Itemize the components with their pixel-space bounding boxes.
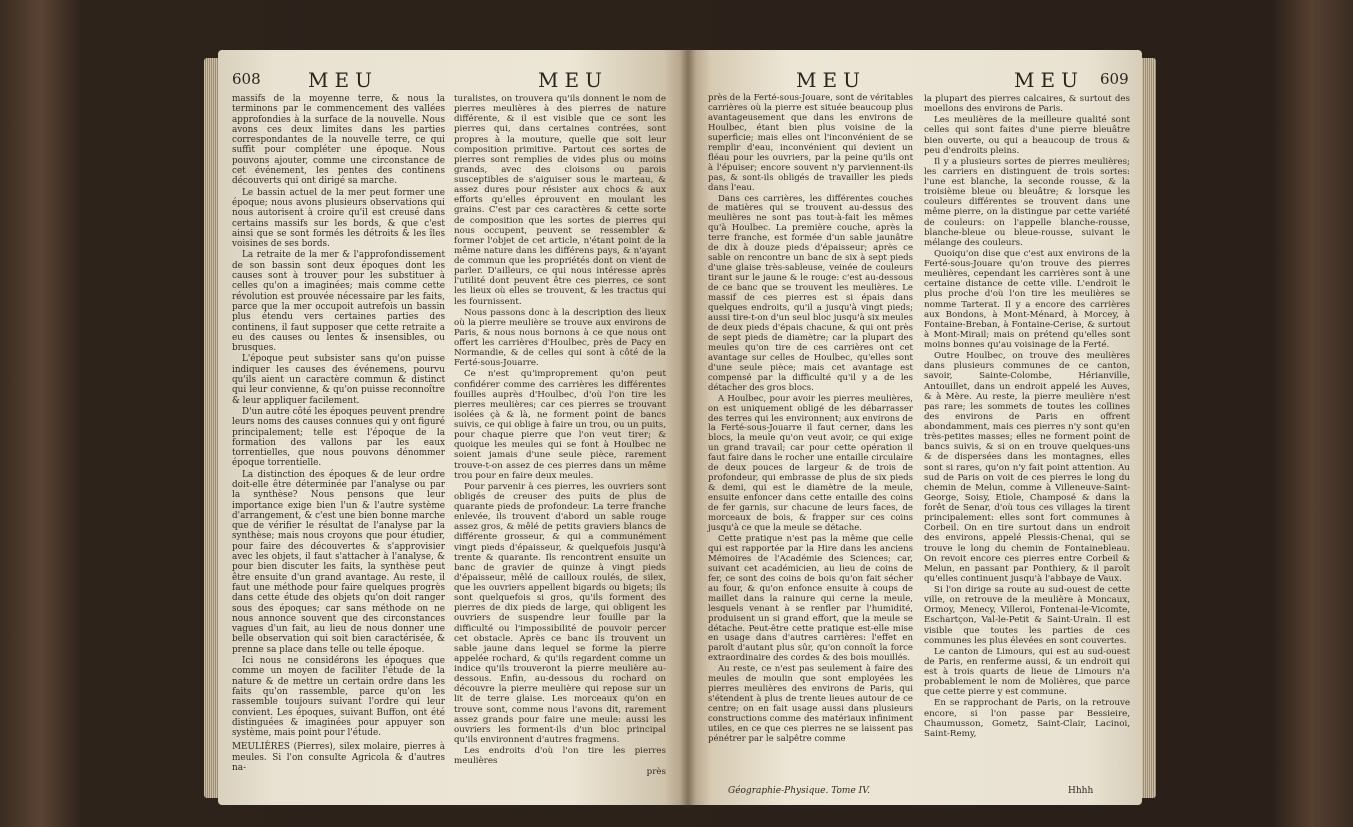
left-header-left: MEU bbox=[308, 68, 378, 92]
paragraph: la plupart des pierres calcaires, & surtout des moellons des environs de Paris. bbox=[924, 94, 1130, 115]
left-page bbox=[218, 50, 688, 805]
signature-mark: Hhhh bbox=[1068, 786, 1094, 796]
paragraph: Quoiqu'on dise que c'est aux environs de la Ferté-sous-Jouare qu'on trouve des pierres meulières, cependant les carrières sont à une certaine distance de cette ville. L'endroit le plus proche d'où l'on tire les meulières se nomme Tarterat. Il y a encore des carrières aux Bondons, à Mont-Ménard, à Morcey, à Fontaine-Breban, à Fontaine-Cerise, & surtout à Mont-Mirail; mais on prétend qu'elles sont moins bonnes qu'au voisinage de la Ferté. bbox=[924, 248, 1130, 350]
left-header-right: MEU bbox=[538, 68, 608, 92]
page-edges-right bbox=[1142, 58, 1156, 798]
paragraph: Le bassin actuel de la mer peut former une époque; nous avons plusieurs observations qui nous autorisent à croire qu'il est creusé dans certains massifs sur les bords, & que c'est ainsi que se sont formés les détroits & les îles voisines de ses bords. bbox=[232, 187, 445, 250]
paragraph: Si l'on dirige sa route au sud-ouest de cette ville, on retrouve de la meulière à Moncaux, Ormoy, Menecy, Villeroi, Fontenai-le-Vicomte, Eschartçon, Val-le-Petit & Saint-Urain. Il est visible que toutes les parties de ces communes les plus élevées en sont couvertes. bbox=[924, 585, 1130, 646]
catchword: près bbox=[646, 767, 666, 778]
paragraph: Nous passons donc à la description des lieux où la pierre meulière se trouve aux environs de Paris, & nous nous bornons à ce que nous ont offert les carrières d'Houlbec, près de Pacy en Normandie, & de celles qui sont à côté de la Ferté-sous-Jouarre. bbox=[454, 307, 666, 369]
paragraph: Les endroits d'où l'on tire les pierres meulières bbox=[454, 746, 666, 767]
paragraph: Dans ces carrières, les différentes couches de matières qui se trouvent au-dessus des meulières ne sont pas tout-à-fait les mêmes qu'à Houlbec. La première couche, après la terre franche, est formée d'un sable jaunâtre de dix à douze pieds d'épaisseur; après ce sable on rencontre un banc de six à sept pieds d'une glaise très-sableuse, veinée de couleurs tirant sur le jaune & le rouge: c'est au-dessous de ce banc que se trouvent les meulières. Le massif de ces pierres est si épais dans quelques endroits, qu'il a jusqu'à vingt pieds; aussi tire-t-on d'un seul bloc jusqu'à six meules de deux pieds d'épais chacune, & qui ont près de sept pieds de diamètre; car la plupart des meules qu'on tire de ces carrières ont cet avantage sur celles de Houlbec, qu'elles sont d'une seule pièce; mais cet avantage est compensé par la difficulté qu'il y a de les détacher des gros blocs. bbox=[708, 193, 913, 393]
right-page-number: 609 bbox=[1100, 70, 1129, 88]
left-column-1 bbox=[232, 94, 445, 774]
paragraph: D'un autre côté les époques peuvent prendre leurs noms des causes connues qui y ont figuré principalement; telle est l'époque de la formation des vallons par les eaux torrentielles, que nous pouvons dénommer époque torrentielle. bbox=[232, 406, 445, 469]
right-column-2 bbox=[924, 94, 1130, 740]
paragraph: turalistes, on trouvera qu'ils donnent le nom de pierres meulières à des pierres de nature différente, & il est visible que ce sont les pierres qui, dans certaines contrées, sont propres à la mouture, quelle que soit leur composition primitive. Partout ces sortes de pierres sont remplies de vides plus ou moins grands, avec des cloisons ou parois susceptibles de s'aiguiser sous le marteau, & assez dures pour résister aux chocs & aux efforts qu'elles éprouvent en moulant les grains. C'est par ces caractères & cette sorte de composition que les sortes de pierres qui nous occupent, peuvent se ressembler & former l'objet de cet article, n'étant point de la même nature dans les différens pays, & n'ayant de commun que les propriétés dont on vient de parler. D'ailleurs, ce qui nous intéresse après l'utilité dont peuvent être ces pierres, ce sont les lieux où elles se trouvent, & les tractus qui les fournissent. bbox=[454, 94, 666, 307]
entry-meulieres: MEULIÈRES (Pierres), silex molaire, pierres à meules. Si l'on consulte Agricola & d'autres na- bbox=[232, 742, 445, 773]
paragraph: Au reste, ce n'est pas seulement à faire des meules de moulin que sont employées les pierres meulières des environs de Paris, qui s'étendent à plus de trente lieues autour de ce centre; on en fait usage aussi dans plusieurs constructions comme des matériaux infiniment utiles, en ce que ces pierres ne se laissent pas pénétrer par le salpêtre comme bbox=[708, 664, 913, 744]
paragraph: L'époque peut subsister sans qu'on puisse indiquer les causes des événemens, pourvu qu'ils aient un caractère commun & distinct qui leur convienne, & qu'on puisse reconnoître & leur appliquer facilement. bbox=[232, 354, 445, 406]
paragraph: Cette pratique n'est pas la même que celle qui est rapportée par la Hire dans les anciens Mémoires de l'Académie des Sciences; car, suivant cet académicien, au lieu de coins de fer, ce sont des coins de bois qu'on fait sécher au four, & qu'on enfonce ensuite à coups de maillet dans la rainure qui cerne la meule, lesquels venant à se renfler par l'humidité, produisent un si grand effort, que la meule se détache. Peut-être cette pratique est-elle mise en usage dans d'autres carrières: l'effet en paroît d'autant plus sûr, qu'on connoît la force extraordinaire des cordes & des bois mouillés. bbox=[708, 533, 913, 664]
page-edges-left bbox=[204, 58, 218, 798]
paragraph: massifs de la moyenne terre, & nous la terminons par le commencement des vallées approfondies à la surface de la nouvelle. Nous avons ces deux limites dans les parties correspondantes de la nouvelle terre, ce qui suffit pour compléter une époque. Nous pouvons ajouter, comme une circonstance de cet événement, les pentes des continens découverts qui ont dirigé sa marche. bbox=[232, 94, 445, 187]
paragraph: La distinction des époques & de leur ordre doit-elle être déterminée par l'analyse ou par la synthèse? Nous pensons que leur importance exige bien l'un & l'autre système d'arrangement, & c'est une bien bonne marche que de vérifier le résultat de l'analyse par la synthèse; mais nous croyons que pour étudier, pour faire des découvertes & s'approvisier avec les objets, il faut s'attacher à l'analyse, & pour bien discuter les faits, la synthèse peut être ensuite d'un grand avantage. Au reste, il faut une méthode pour faire quelques progrès dans cette étude des objets qu'on doit ranger sous des époques; car sans méthode on ne nous annonce souvent que des circonstances vagues d'un fait, au lieu de nous donner une belle observation qui soit bien caractérisée, & prenne sa place dans telle ou telle époque. bbox=[232, 469, 445, 655]
paragraph: A Houlbec, pour avoir les pierres meulières, on est uniquement obligé de les débarrasser des terres qui les environnent; aux environs de la Ferté-sous-Jouarre il faut cerner, dans les blocs, la meule qu'on veut avoir, ce qui exige un grand travail; car pour cette opération il faut faire dans le rocher une entaille circulaire de deux pouces de largeur & de trois de profondeur, qui embrasse de plus de six pieds & demi, qui est le diamètre de la meule, ensuite enfoncer dans cette entaille des coins de fer garnis, sur chacune de leurs faces, de morceaux de bois, & frapper sur ces coins jusqu'à ce que la meule se détache. bbox=[708, 393, 913, 533]
paragraph: En se rapprochant de Paris, on la retrouve encore, si l'on passe par Bessieire, Chaumusson, Gometz, Saint-Clair, Lacinoi, Saint-Remy, bbox=[924, 698, 1130, 739]
right-column-1 bbox=[708, 94, 913, 746]
right-page bbox=[688, 50, 1142, 805]
paragraph: Les meulières de la meilleure qualité sont celles qui sont faites d'une pierre bleuâtre bien ouverte, ou qui a beaucoup de trous & peu d'endroits pleins. bbox=[924, 115, 1130, 156]
footer-title: Géographie-Physique. Tome IV. bbox=[728, 786, 870, 796]
paragraph: Pour parvenir à ces pierres, les ouvriers sont obligés de creuser des puits de plus de quarante pieds de profondeur. La terre franche enlevée, ils trouvent d'abord un sable rouge assez gros, & mêlé de petits graviers blancs de différente grosseur, & qui a communément vingt pieds d'épaisseur, & quelquefois jusqu'à trente & quarante. Ils rencontrent ensuite un banc de gravier de quinze à vingt pieds d'épaisseur, mêlé de cailloux roulés, de silex, que les ouvriers appellent bigards ou bigets; ils sont quelquefois si gros, qu'ils forment des pierres de dix pieds de large, qui obligent les ouvriers de suspendre leur fouille par la difficulté ou l'impossibilité de pouvoir percer cet obstacle. Après ce banc ils trouvent un sable jaune dans lequel se forme la pierre appelée rochard, & qu'ils regardent comme un indice qu'ils trouveront la pierre meulière au-dessous. Enfin, au-dessous du rochard on découvre la pierre meulière qui repose sur un lit de terre glaise. Les morceaux qu'on en trouve sont, comme nous l'avons dit, rarement assez grands pour faire une meule: aussi les ouvriers les forment-ils d'un bloc principal qu'ils environnent d'autres fragmens. bbox=[454, 481, 666, 745]
paragraph: La retraite de la mer & l'approfondissement de son bassin sont deux époques dont les causes sont à trouver pour les substituer à celles qu'on a imaginées; mais comme cette révolution est prouvée nécessaire par les faits, parce que la mer occupoit autrefois un bassin plus étendu vers certaines parties des continens, il faut supposer que cette retraite a eu des causes ou lentes & insensibles, ou brusques. bbox=[232, 250, 445, 354]
paragraph: Le canton de Limours, qui est au sud-ouest de Paris, en renferme aussi, & un endroit qui est à trois quarts de lieue de Limours n'a probablement le nom de Molières, que parce que cette pierre y est commune. bbox=[924, 646, 1130, 698]
paragraph: Ici nous ne considérons les époques que comme un moyen de faciliter l'étude de la nature & de mettre un certain ordre dans les faits qu'on rassemble, parce qu'on les rassemble toujours suivant l'ordre qui leur convient. Les époques, suivant Buffon, ont été distinguées & imaginées pour appuyer son système, mais point pour l'étude. bbox=[232, 656, 445, 739]
book-gutter bbox=[680, 48, 696, 808]
paragraph: près de la Ferté-sous-Jouare, sont de véritables carrières où la pierre est située beaucoup plus avantageusement que dans les environs de Houlbec, étant bien plus voisine de la superficie; mais elles ont l'inconvénient de se remplir d'eau, inconvénient qui devient un fléau pour les ouvriers, par la peine qu'ils ont à l'épuiser; encore souvent n'y parviennent-ils pas, & sont-ils obligés de travailler les pieds dans l'eau. bbox=[708, 93, 913, 193]
paragraph: Il y a plusieurs sortes de pierres meulières; les carriers en distinguent de trois sortes: l'une est blanche, la seconde rousse, & la troisième bleue ou bleuâtre; & lorsque les couleurs différentes se trouvent dans une même pierre, on la distingue par cette variété de couleurs: on l'appelle blanche-rousse, blanche-bleue ou bleue-rousse, suivant le mélange des couleurs. bbox=[924, 156, 1130, 248]
right-header-left: MEU bbox=[796, 68, 866, 92]
paragraph: Ce n'est qu'improprement qu'on peut confidérer comme des carrières les différentes fouilles auprès d'Houlbec, d'où l'on tire les pierres meulières; car ces pierres se trouvant isolées çà & là, ne forment point de bancs suivis, ce qui oblige à faire un trou, ou un puits, pour chaque pierre que l'on veut tirer; & quoique les meules qui se font à Houlbec ne soient jamais d'une seule pièce, rarement trouve-t-on assez de ces pierres dans un même trou pour en faire deux meules. bbox=[454, 369, 666, 481]
left-page-number: 608 bbox=[232, 70, 261, 88]
paragraph: Outre Houlbec, on trouve des meulières dans plusieurs communes de ce canton, savoir, Sainte-Colombe, Hérianville, Antouillet, dans un endroit appelé les Auves, & à Mère. Au reste, la pierre meulière n'est pas rare; les sommets de toutes les collines des environs de Paris en offrent abondamment, mais ces pierres n'y sont qu'en très-petites masses; elles ne forment point de bancs suivis, & si on en trouve quelques-uns & de dispersées dans les montagnes, elles sont si rares, qu'on n'y fait point attention. Au sud de Paris on voit de ces pierres le long du chemin de Melun, comme à Villeneuve-Saint-George, Soisy, Etiole, Champosé & dans la forêt de Senar, d'où tous ces villages la tirent principalement: elles sont fort communes à Corbeil. On en tire surtout dans un endroit des environs, appelé Plessis-Chenai, qui se trouve le long du chemin de Fontainebleau. On revoit encore ces pierres entre Corbeil & Melun, en passant par Ponthiery, & il paroît qu'elles continuent jusqu'à l'abbaye de Vaux. bbox=[924, 351, 1130, 584]
right-header-right: MEU bbox=[1014, 68, 1084, 92]
left-column-2 bbox=[454, 94, 666, 778]
